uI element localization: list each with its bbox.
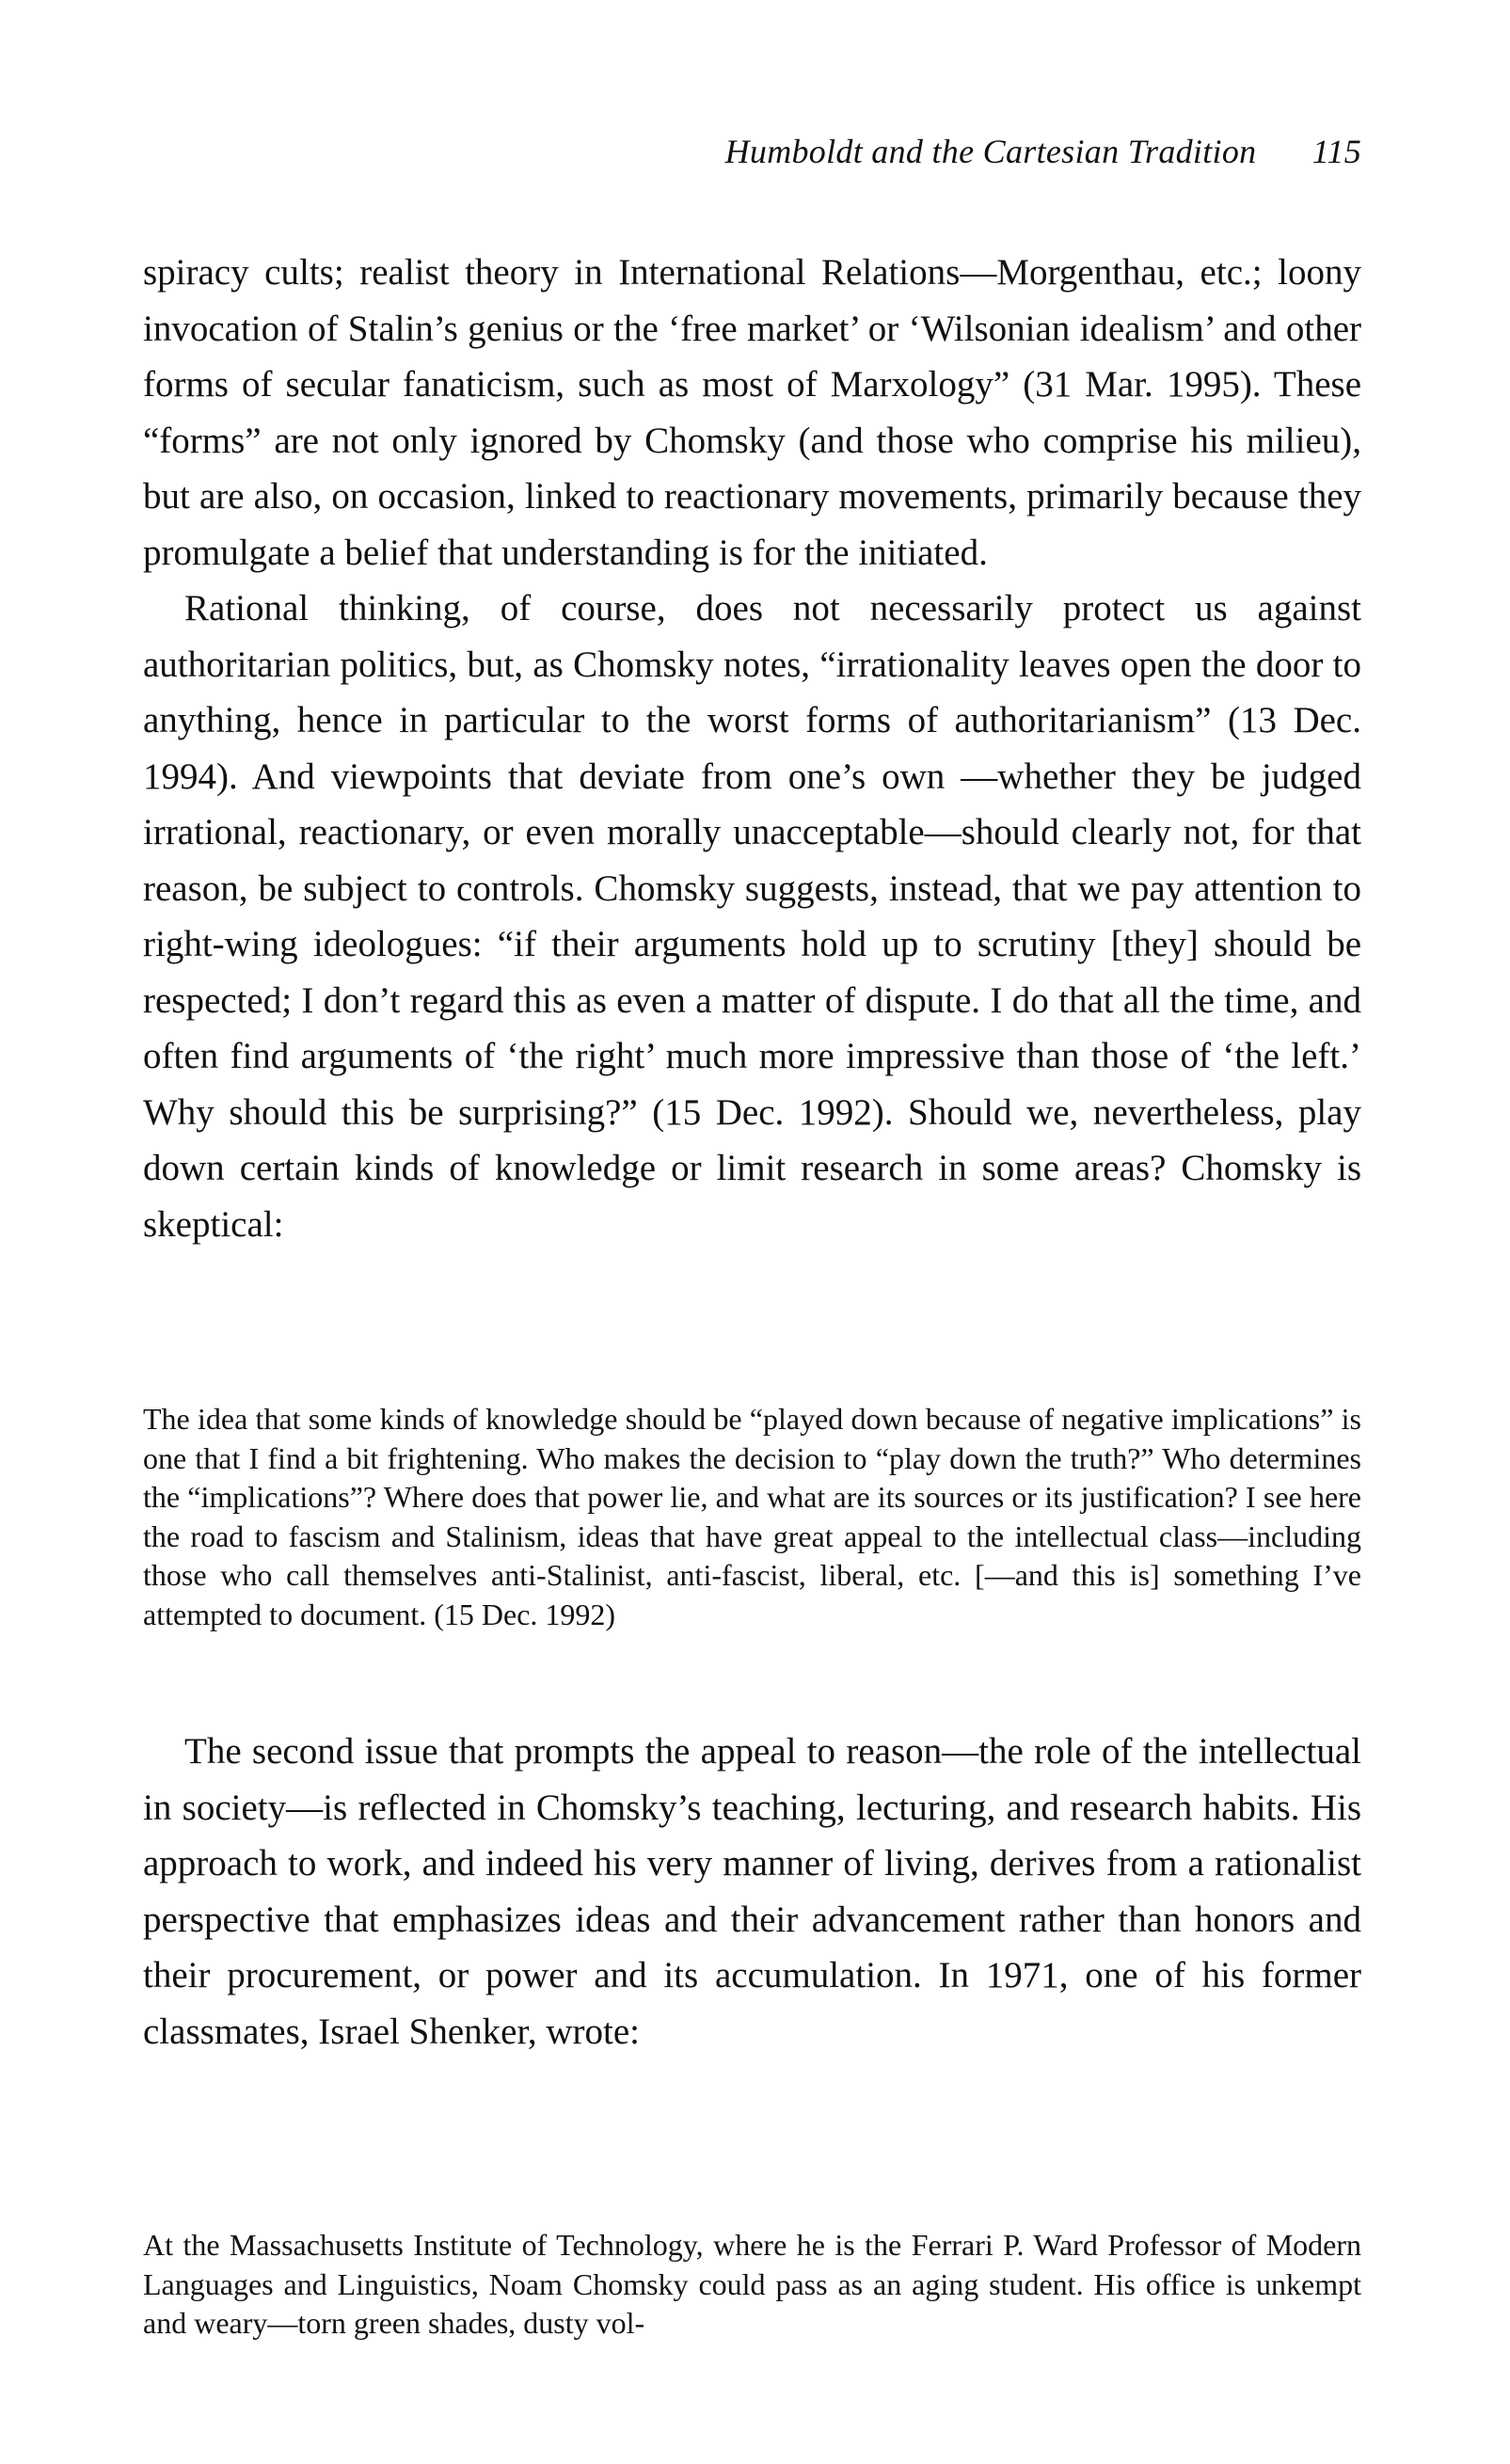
running-head (725, 132, 1361, 171)
body-text-middle (143, 1724, 1361, 2059)
body-text-top (143, 245, 1361, 1252)
running-title: Humboldt and the Cartesian Tradition (724, 133, 1257, 170)
block-quote-1: The idea that some kinds of knowledge should be “played down because of negative implications” is one that I find a bit frightening. Who makes the decision to “play down the truth?” Who determines the “implications”? Where does that power lie, and what are its sources or its justification? I see here the road to fascism and Stalinism, ideas that have great appeal to the intellectual class—including those who call themselves anti-Stalinist, anti-fascist, liberal, etc. [—and this is] something I’ve attempted to document. (15 Dec. 1992) (143, 1402, 1361, 1631)
paragraph-2: Rational thinking, of course, does not necessarily protect us against authoritarian politics, but, as Chomsky notes, “irrationality leaves open the door to anything, hence in particular to the worst forms of authoritarianism” (13 Dec. 1994). And viewpoints that deviate from one’s own —whether they be judged irrational, reactionary, or even morally unacceptable—should clearly not, for that reason, be subject to controls. Chomsky suggests, instead, that we pay attention to right-wing ideologues: “if their arguments hold up to scrutiny [they] should be respected; I don’t regard this as even a matter of dispute. I do that all the time, and often find arguments of ‘the right’ much more impressive than those of ‘the left.’ Why should this be surprising?” (15 Dec. 1992). Should we, nevertheless, play down certain kinds of knowledge or limit research in some areas? Chomsky is skeptical: (143, 588, 1361, 1245)
paragraph-1: spiracy cults; realist theory in International Relations—Morgenthau, etc.; loony invocation of Stalin’s genius or the ‘free market’ or ‘Wilsonian idealism’ and other forms of secular fanaticism, such as most of Marxology” (31 Mar. 1995). These “forms” are not only ignored by Chomsky (and those who comprise his milieu), but are also, on occasion, linked to reactionary movements, primarily because they promulgate a belief that understanding is for the initiated. (143, 252, 1361, 573)
page-number: 115 (1311, 133, 1361, 170)
block-quote-2: At the Massachusetts Institute of Technology, where he is the Ferrari P. Ward Professor of Modern Languages and Linguistics, Noam Chomsky could pass as an aging student. His office is unkempt and weary—torn green shades, dusty vol- (143, 2228, 1361, 2341)
paragraph-3: The second issue that prompts the appeal to reason—the role of the intellectual in society—is reflected in Chomsky’s teaching, lecturing, and research habits. His approach to work, and indeed his very manner of living, derives from a rationalist perspective that emphasizes ideas and their advancement rather than honors and their procurement, or power and its accumulation. In 1971, one of his former classmates, Israel Shenker, wrote: (143, 1731, 1361, 2052)
